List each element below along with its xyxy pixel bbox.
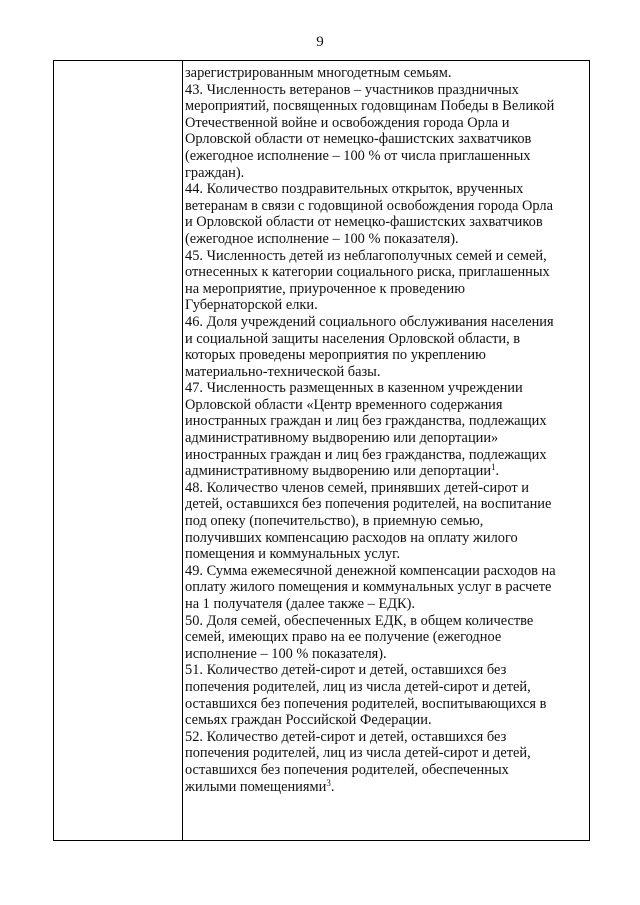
text-line: (ежегодное исполнение – 100 % показателя). [185, 230, 459, 247]
text-line: на мероприятие, приуроченное к проведению [185, 280, 466, 297]
text-line: (ежегодное исполнение – 100 % от числа приглашенных [185, 147, 531, 164]
footnote-marker: 3 [326, 777, 331, 788]
text-line: административному выдворению или депортации» [185, 430, 499, 447]
text-line: отнесенных к категории социального риска, приглашенных [185, 264, 550, 281]
text-line: помещения и коммунальных услуг. [185, 546, 401, 563]
text-line: 46. Доля учреждений социального обслуживания населения [185, 313, 554, 330]
column-divider [182, 61, 183, 840]
text-line: семьях граждан Российской Федерации. [185, 712, 432, 729]
text-line: оплату жилого помещения и коммунальных услуг в расчете [185, 579, 552, 596]
text-line: 44. Количество поздравительных открыток, врученных [185, 181, 524, 198]
text-line: Отечественной войне и освобождения города Орла и [185, 114, 510, 131]
text-line: зарегистрированным многодетным семьям. [185, 65, 452, 81]
text-line: под опеку (попечительство), в приемную семью, [185, 513, 484, 530]
text-line: оставшихся без попечения родителей, обеспеченных [185, 761, 509, 778]
text-line: детей, оставшихся без попечения родителей, на воспитание [185, 496, 552, 513]
text-line: 49. Сумма ежемесячной денежной компенсации расходов на [185, 562, 556, 579]
text-line: 50. Доля семей, обеспеченных ЕДК, в общем количестве [185, 612, 534, 629]
text-line: получивших компенсацию расходов на оплату жилого [185, 529, 518, 546]
text-line: Губернаторской елки. [185, 297, 318, 314]
text-line: исполнение – 100 % показателя). [185, 645, 387, 662]
text-line: 45. Численность детей из неблагополучных семей и семей, [185, 247, 547, 264]
text-line: которых проведены мероприятия по укреплению [185, 347, 486, 364]
text-line: жилыми помещениями$^3$. [185, 777, 335, 795]
text-line: мероприятий, посвященных годовщинам Победы в Великой [185, 98, 555, 115]
footnote-marker: 1 [491, 462, 496, 473]
text-line: Орловской области «Центр временного содержания [185, 396, 503, 413]
text-line: административному выдворению или депортации$^1$. [185, 462, 500, 480]
text-line: 52. Количество детей-сирот и детей, оставшихся без [185, 728, 507, 745]
text-line: и Орловской области от немецко-фашистских захватчиков [185, 214, 543, 231]
text-line: 47. Численность размещенных в казенном учреждении [185, 380, 523, 397]
text-line: 43. Численность ветеранов – участников праздничных [185, 81, 519, 98]
text-line: материально-технической базы. [185, 363, 381, 380]
text-line: ветеранам в связи с годовщиной освобождения города Орла [185, 197, 553, 214]
text-line: попечения родителей, лиц из числа детей-сирот и детей, [185, 678, 531, 695]
text-line: попечения родителей, лиц из числа детей-сирот и детей, [185, 745, 531, 762]
text-line: 48. Количество членов семей, принявших детей-сирот и [185, 479, 529, 496]
text-line: иностранных граждан и лиц без гражданства, подлежащих [185, 446, 547, 463]
text-line: семей, имеющих право на ее получение (ежегодное [185, 629, 502, 646]
indicators-text-cell [185, 65, 585, 795]
text-line: Орловской области от немецко-фашистских захватчиков [185, 131, 532, 148]
text-line: граждан). [185, 164, 245, 181]
text-line: оставшихся без попечения родителей, воспитывающихся в [185, 695, 547, 712]
sentence-end: . [495, 463, 500, 480]
page-number: 9 [316, 34, 324, 50]
text-line: иностранных граждан и лиц без гражданства, подлежащих [185, 413, 547, 430]
document-table [53, 60, 590, 841]
text-line: на 1 получателя (далее также – ЕДК). [185, 596, 416, 612]
text-line: 51. Количество детей-сирот и детей, оставшихся без [185, 662, 507, 679]
sentence-end: . [330, 778, 335, 795]
text-line: и социальной защиты населения Орловской области, в [185, 330, 521, 347]
